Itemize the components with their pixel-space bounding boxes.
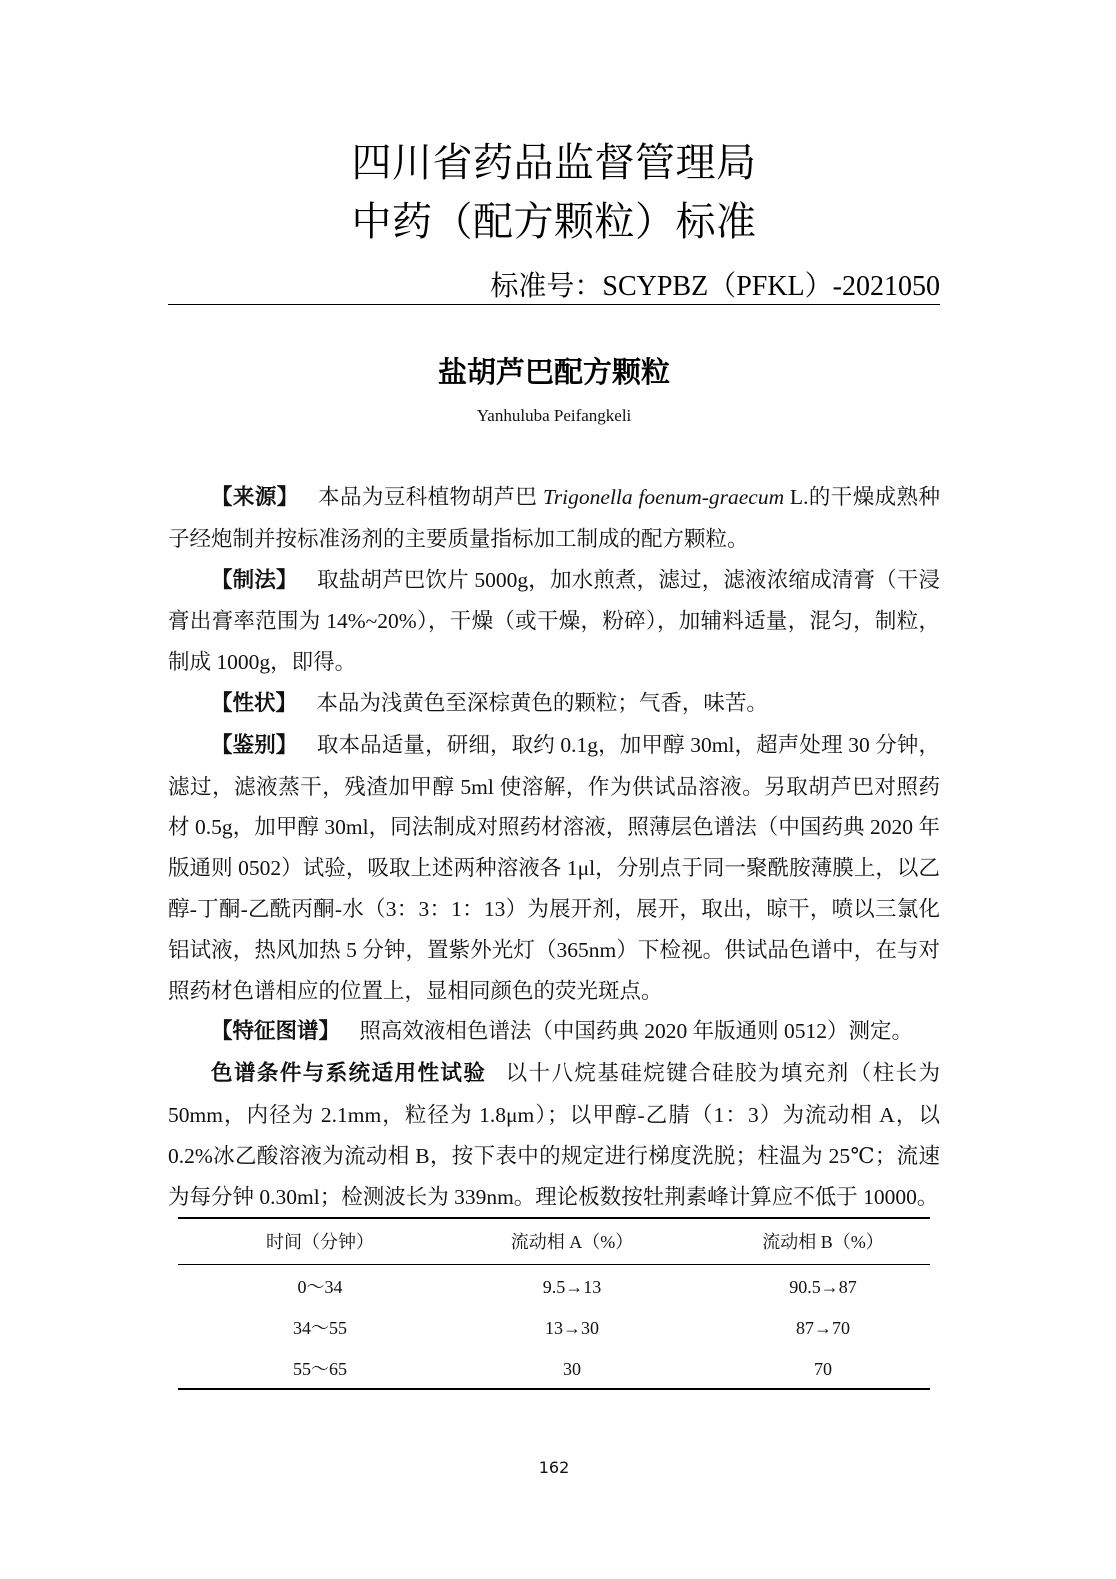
- section-description-label: 【性状】: [211, 690, 298, 716]
- latin-species-name: Trigonella foenum-graecum: [543, 485, 785, 509]
- section-source-label: 【来源】: [211, 485, 299, 510]
- section-source-text-after: L.的干燥成熟种子经炮制并按标准汤剂的主要质量指标加工制成的配方颗粒。: [168, 485, 940, 551]
- table-row: [178, 1306, 930, 1347]
- gradient-table: [178, 1217, 930, 1390]
- section-fingerprint-label: 【特征图谱】: [211, 1019, 341, 1045]
- section-description-text: 本品为浅黄色至深棕黄色的颗粒；气香，味苦。: [316, 690, 768, 715]
- table-row: [178, 1347, 930, 1388]
- table-row: [178, 1265, 930, 1306]
- table-header-time: 时间（分钟）: [266, 1232, 374, 1253]
- page-number: 162: [538, 1458, 570, 1477]
- monograph-body: [168, 477, 940, 1390]
- section-fingerprint-text: 照高效液相色谱法（中国药典 2020 年版通则 0512）测定。: [359, 1019, 913, 1044]
- title-line-agency: 四川省药品监督管理局: [351, 140, 757, 186]
- product-name: 盐胡芦巴配方颗粒: [437, 357, 670, 389]
- section-identification-label: 【鉴别】: [211, 732, 298, 758]
- table-cell-phase-a: 9.5→13: [542, 1277, 602, 1298]
- product-pinyin: Yanhuluba Peifangkeli: [476, 406, 632, 425]
- table-cell-phase-a: 13→30: [545, 1318, 599, 1339]
- section-preparation-label: 【制法】: [211, 567, 298, 593]
- section-chromatographic-conditions-text: 以十八烷基硅烷键合硅胶为填充剂（柱长为 50mm，内径为 2.1mm，粒径为 1.8μm）；以甲醇-乙腈（1：3）为流动相 A，以 0.2%冰乙酸溶液为流动相 B，按下表中的规定进行梯度洗脱；柱温为 25℃；流速为每分钟 0.30ml；检测波长为 339nm。理论板数按牡荆素峰计算应不低于 10000。: [168, 1061, 940, 1209]
- standard-number: 标准号：SCYPBZ（PFKL）-2021050: [490, 271, 940, 302]
- table-header-row: [178, 1219, 930, 1265]
- table-cell-phase-b: 70: [814, 1359, 832, 1380]
- section-chromatographic-conditions-label: 色谱条件与系统适用性试验: [211, 1061, 487, 1087]
- section-preparation: [168, 560, 940, 683]
- section-source: [168, 477, 940, 560]
- section-fingerprint: [168, 1011, 940, 1053]
- table-header-mobile-phase-b: 流动相 B（%）: [762, 1232, 884, 1253]
- table-cell-phase-a: 30: [563, 1359, 581, 1380]
- section-source-text-before: 本品为豆科植物胡芦巴: [318, 485, 544, 509]
- section-identification: [168, 725, 940, 1012]
- title-line-standard-type: 中药（配方颗粒）标准: [351, 199, 757, 245]
- table-cell-time: 34～55: [293, 1318, 347, 1339]
- header-divider: [168, 304, 940, 305]
- table-cell-time: 0～34: [297, 1277, 343, 1298]
- section-preparation-text: 取盐胡芦巴饮片 5000g，加水煎煮，滤过，滤液浓缩成清膏（干浸膏出膏率范围为 14%~20%），干燥（或干燥，粉碎），加辅料适量，混匀，制粒，制成 1000g，即得。: [168, 567, 940, 675]
- table-cell-time: 55～65: [293, 1359, 347, 1380]
- table-header-mobile-phase-a: 流动相 A（%）: [510, 1232, 634, 1253]
- section-identification-text: 取本品适量，研细，取约 0.1g，加甲醇 30ml，超声处理 30 分钟，滤过，滤液蒸干，残渣加甲醇 5ml 使溶解，作为供试品溶液。另取胡芦巴对照药材 0.5g，加甲醇 30ml，同法制成对照药材溶液，照薄层色谱法（中国药典 2020 年版通则 0502）试验，吸取上述两种溶液各 1μl，分别点于同一聚酰胺薄膜上，以乙醇-丁酮-乙酰丙酮-水（3：3：1：13）为展开剂，展开，取出，晾干，喷以三氯化铝试液，热风加热 5 分钟，置紫外光灯（365nm）下检视。供试品色谱中，在与对照药材色谱相应的位置上，显相同颜色的荧光斑点。: [168, 732, 940, 1003]
- section-chromatographic-conditions: [168, 1053, 940, 1217]
- table-cell-phase-b: 87→70: [796, 1318, 850, 1339]
- table-cell-phase-b: 90.5→87: [789, 1277, 857, 1298]
- document-title: [168, 134, 940, 252]
- section-description: [168, 683, 940, 725]
